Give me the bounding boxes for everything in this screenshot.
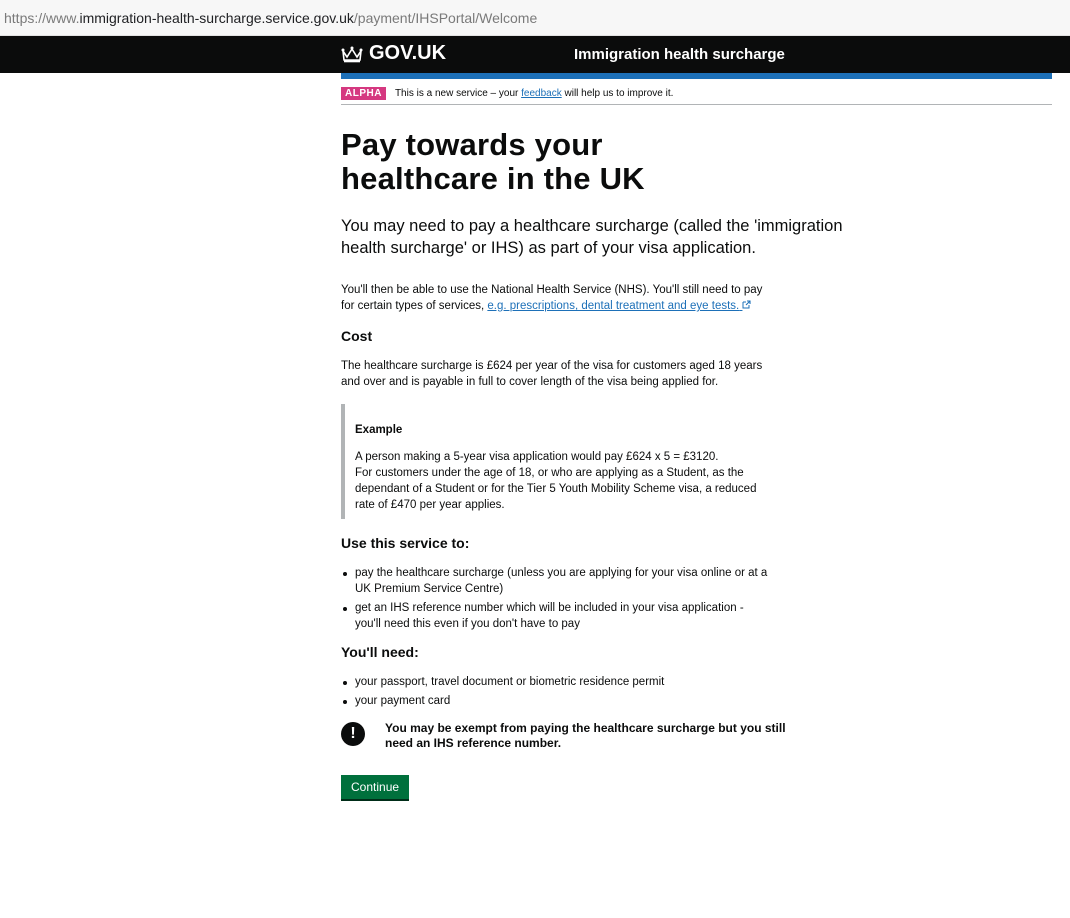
list-item: your passport, travel document or biometric residence permit: [341, 674, 771, 690]
use-service-heading: Use this service to:: [341, 535, 470, 551]
example-line-1: A person making a 5-year visa application would pay £624 x 5 = £3120.: [355, 451, 719, 463]
nhs-paragraph: You'll then be able to use the National Health Service (NHS). You'll still need to pay for certain types of services, e.g. prescriptions, dental treatment and eye tests.: [341, 284, 763, 312]
service-name[interactable]: Immigration health surcharge: [574, 46, 785, 63]
govuk-header: [0, 36, 1070, 73]
warning-message: You may be exempt from paying the healthcare surcharge but you still need an IHS reference number.: [385, 721, 786, 750]
example-heading: Example: [355, 424, 403, 436]
header-blue-bar: [341, 73, 1052, 79]
url-host: immigration-health-surcharge.service.gov.uk: [79, 10, 354, 26]
govuk-logo-text: GOV.UK: [369, 42, 447, 64]
feedback-link[interactable]: feedback: [521, 87, 562, 99]
main-content: [341, 128, 861, 799]
use-service-list: [341, 565, 771, 632]
phase-banner: [341, 82, 1052, 105]
page-title: Pay towards your healthcare in the UK: [341, 127, 645, 196]
url-prefix: https://www.: [4, 10, 80, 26]
you-need-heading: You'll need:: [341, 644, 419, 660]
you-need-list: [341, 674, 771, 709]
address-bar[interactable]: [0, 0, 1070, 36]
alpha-tag: ALPHA: [341, 87, 386, 100]
crown-icon: [341, 45, 363, 63]
warning-icon: !: [341, 722, 365, 746]
govuk-logo-link[interactable]: [341, 42, 446, 65]
cost-paragraph: The healthcare surcharge is £624 per year of the visa for customers aged 18 years and over and is payable in full to cover length of the visa being applied for.: [341, 360, 763, 388]
warning-text: [341, 721, 861, 751]
nhs-services-link[interactable]: e.g. prescriptions, dental treatment and eye tests.: [487, 300, 751, 312]
list-item: your payment card: [341, 693, 771, 709]
example-line-2: For customers under the age of 18, or who are applying as a Student, as the dependant of a Student or for the Tier 5 Youth Mobility Scheme visa, a reduced rate of £470 per year applies.: [355, 467, 757, 511]
continue-button[interactable]: Continue: [341, 775, 409, 799]
url-path: /payment/IHSPortal/Welcome: [353, 10, 538, 26]
phase-banner-text: This is a new service – your feedback will help us to improve it.: [394, 87, 674, 99]
lead-paragraph: You may need to pay a healthcare surcharge (called the 'immigration health surcharge' or IHS) as part of your visa application.: [341, 217, 843, 257]
cost-heading: Cost: [341, 328, 373, 344]
list-item: pay the healthcare surcharge (unless you are applying for your visa online or at a UK Premium Service Centre): [341, 565, 771, 597]
list-item: get an IHS reference number which will be included in your visa application - you'll need this even if you don't have to pay: [341, 600, 771, 632]
external-link-icon: [742, 300, 751, 309]
example-inset: [341, 404, 775, 519]
